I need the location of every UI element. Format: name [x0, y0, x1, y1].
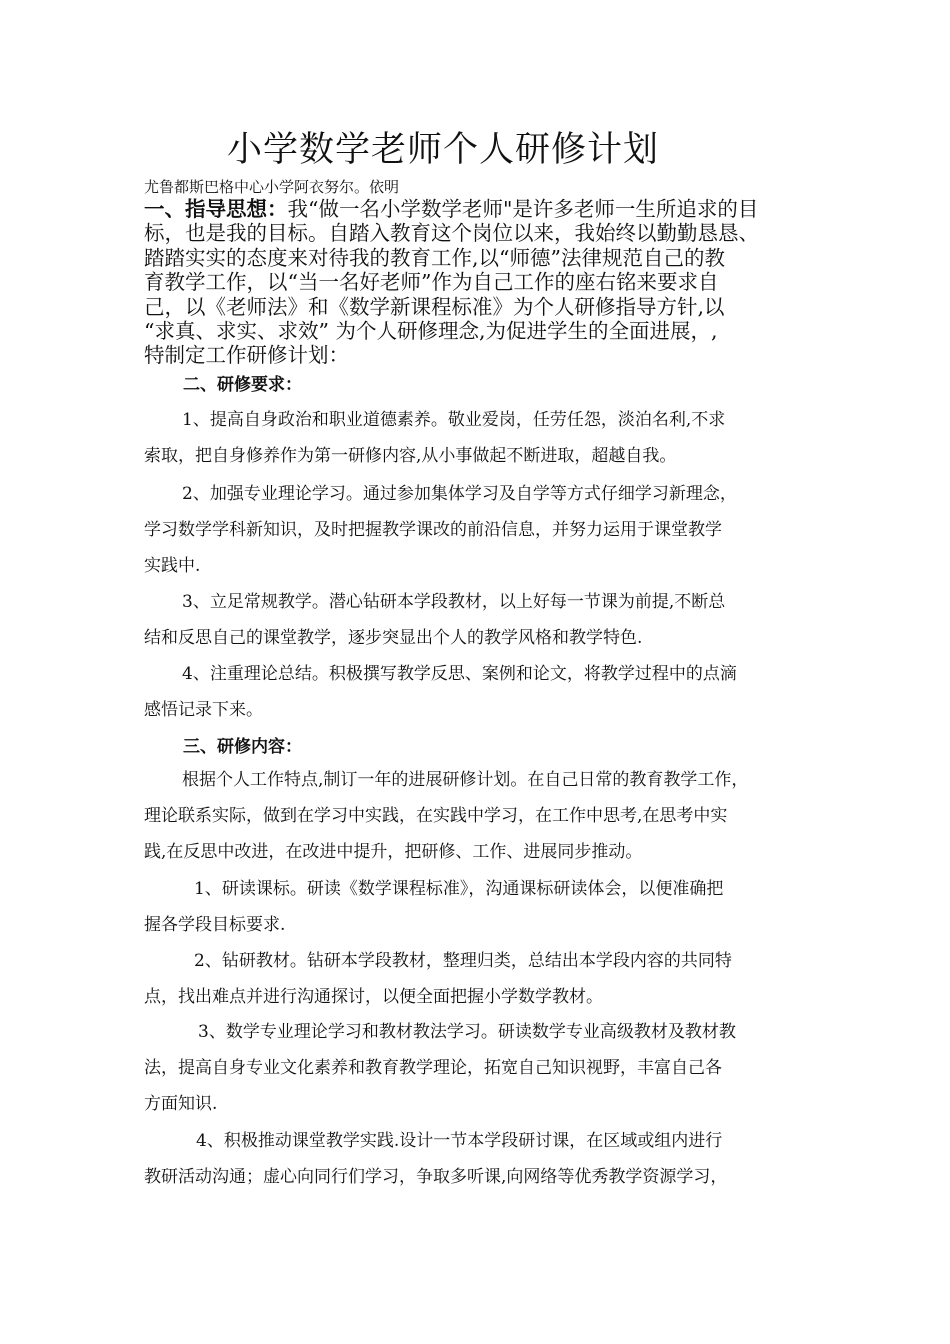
paragraph-line: 理论联系实际，做到在学习中实践，在实践中学习，在工作中思考,在思考中实	[144, 806, 728, 826]
paragraph-line: 结和反思自己的课堂教学，逐步突显出个人的教学风格和教学特色.	[144, 628, 643, 648]
section-heading-content: 三、研修内容：	[183, 737, 302, 757]
paragraph-line: 1、研读课标。研读《数学课程标准》，沟通课标研读体会，以便准确把	[194, 879, 724, 899]
content-intro	[144, 762, 814, 870]
paragraph-line: 教研活动沟通；虚心向同行们学习，争取多听课,向网络等优秀教学资源学习，	[144, 1167, 728, 1187]
paragraph-line: 方面知识.	[144, 1094, 218, 1114]
paragraph-line: 2、钻研教材。钻研本学段教材，整理归类，总结出本学段内容的共同特	[194, 951, 732, 971]
requirement-item	[144, 656, 814, 728]
content-item	[144, 1123, 814, 1195]
paragraph-line: “求真、求实、求效” 为个人研修理念,为促进学生的全面进展，,	[144, 319, 718, 344]
paragraph-line: 4、积极推动课堂教学实践.设计一节本学段研讨课，在区域或组内进行	[196, 1131, 723, 1151]
requirement-item	[144, 402, 814, 474]
paragraph-line: 索取，把自身修养作为第一研修内容,从小事做起不断进取，超越自我。	[144, 446, 677, 466]
section-heading-requirements: 二、研修要求：	[183, 375, 302, 395]
paragraph-line: 2、加强专业理论学习。通过参加集体学习及自学等方式仔细学习新理念，	[182, 484, 737, 504]
paragraph-line: 践,在反思中改进，在改进中提升，把研修、工作、进展同步推动。	[144, 842, 643, 862]
paragraph-line	[144, 197, 814, 221]
author-line: 尤鲁都斯巴格中心小学阿衣努尔。依明	[144, 178, 400, 196]
paragraph-line: 实践中.	[144, 556, 201, 576]
requirement-item	[144, 584, 814, 656]
paragraph-line: 4、注重理论总结。积极撰写教学反思、案例和论文，将教学过程中的点滴	[182, 664, 737, 684]
guiding-ideology-paragraph	[144, 197, 814, 368]
paragraph-line: 踏踏实实的态度来对待我的教育工作,以“师德”法律规范自己的教	[144, 245, 725, 270]
paragraph-line: 握各学段目标要求.	[144, 915, 286, 935]
paragraph-line: 己，以《老师法》和《数学新课程标准》为个人研修指导方针,以	[144, 294, 725, 319]
paragraph-line: 法，提高自身专业文化素养和教育教学理论，拓宽自己知识视野，丰富自己各	[144, 1058, 722, 1078]
content-item	[144, 943, 814, 1015]
paragraph-line: 育教学工作，以“当一名好老师”作为自己工作的座右铭来要求自	[144, 270, 719, 295]
paragraph-line: 3、立足常规教学。潜心钻研本学段教材，以上好每一节课为前提,不断总	[182, 592, 726, 612]
paragraph-line: 标，也是我的目标。自踏入教育这个岗位以来，我始终以勤勤恳恳、	[144, 221, 759, 246]
paragraph-line: 感悟记录下来。	[144, 700, 263, 720]
paragraph-line: 学习数学学科新知识，及时把握教学课改的前沿信息，并努力运用于课堂教学	[144, 520, 722, 540]
requirement-item	[144, 476, 814, 584]
paragraph-line: 3、数学专业理论学习和教材教法学习。研读数学专业高级教材及教材教	[198, 1022, 736, 1042]
content-item	[144, 1014, 814, 1122]
paragraph-line: 根据个人工作特点,制订一年的进展研修计划。在自己日常的教育教学工作，	[182, 770, 749, 790]
paragraph-line: 特制定工作研修计划：	[144, 343, 349, 368]
paragraph-line: 点，找出难点并进行沟通探讨，以便全面把握小学数学教材。	[144, 987, 603, 1007]
document-title: 小学数学老师个人研修计划	[226, 130, 659, 170]
content-item	[144, 871, 814, 943]
paragraph-line: 1、提高自身政治和职业道德素养。敬业爱岗，任劳任怨，淡泊名利,不求	[182, 410, 726, 430]
line-text: 我“做一名小学数学老师"是许多老师一生所追求的目	[287, 197, 759, 221]
section-label: 一、指导思想：	[144, 197, 288, 221]
